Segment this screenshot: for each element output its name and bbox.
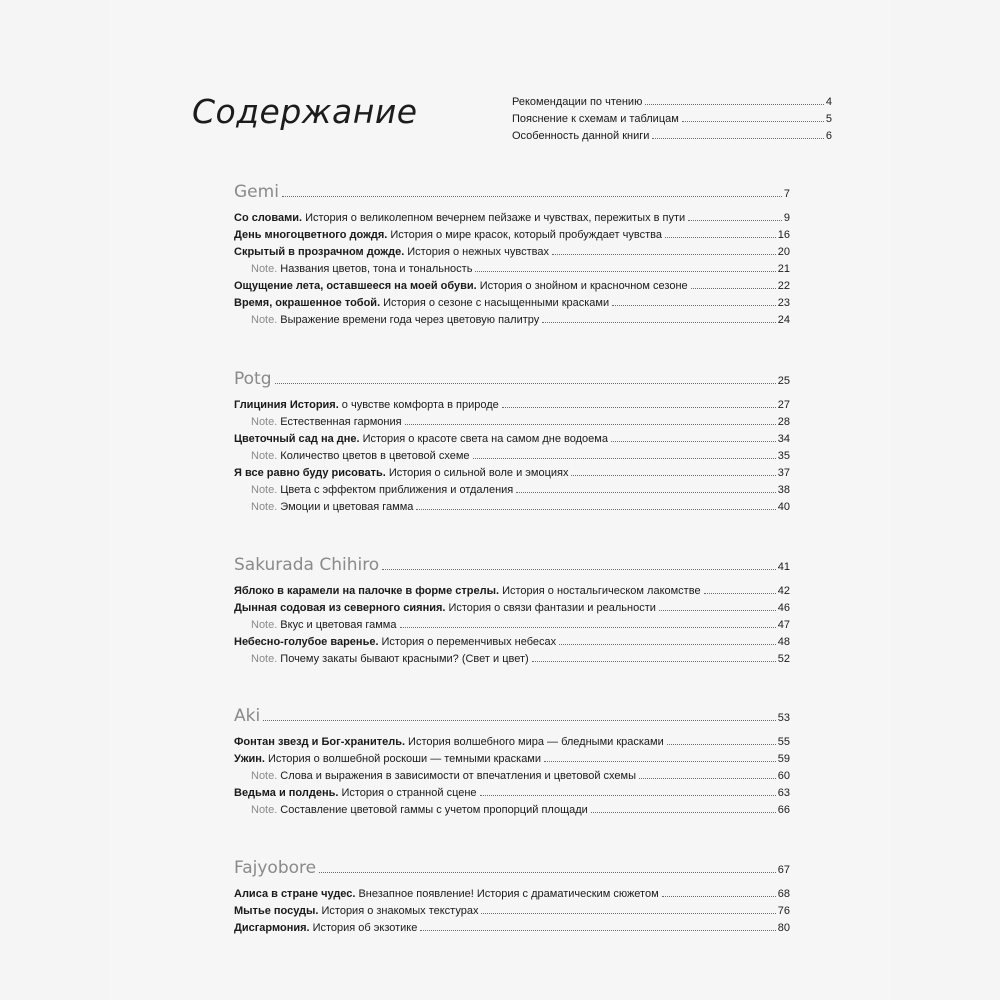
toc-story-entry[interactable] <box>234 295 790 312</box>
toc-note-entry[interactable] <box>234 312 790 329</box>
story-description: История волшебного мира — бледными красками <box>408 736 664 748</box>
story-title: День многоцветного дождя. <box>234 229 388 241</box>
front-matter-label: Особенность данной книги <box>512 130 650 142</box>
dot-leader <box>319 872 776 873</box>
page-number: 16 <box>777 229 790 241</box>
page-number: 59 <box>777 753 790 765</box>
page-number: 37 <box>777 467 790 479</box>
page-number: 80 <box>777 922 790 934</box>
dot-leader <box>532 661 776 662</box>
story-title: Я все равно буду рисовать. <box>234 467 386 479</box>
story-description: История о великолепном вечернем пейзаже и чувствах, пережитых в пути <box>305 212 686 224</box>
story-description: История о сезоне с насыщенными красками <box>383 297 610 309</box>
page-number: 22 <box>777 280 790 292</box>
dot-leader <box>691 288 776 289</box>
toc-section <box>234 367 790 516</box>
toc-story-entry[interactable] <box>234 903 790 920</box>
toc-story-entry[interactable] <box>234 600 790 617</box>
dot-leader <box>652 138 823 139</box>
page-number: 48 <box>777 636 790 648</box>
story-description: История о переменчивых небесах <box>381 636 557 648</box>
story-description: История о странной сцене <box>341 787 477 799</box>
page-number: 76 <box>777 905 790 917</box>
dot-leader <box>542 322 776 323</box>
note-text: Количество цветов в цветовой схеме <box>280 450 470 462</box>
toc-note-entry[interactable] <box>234 414 790 431</box>
dot-leader <box>420 930 775 931</box>
story-description: История о связи фантазии и реальности <box>448 602 656 614</box>
section-author: Fajyobore <box>234 858 317 878</box>
dot-leader <box>559 644 776 645</box>
dot-leader <box>688 220 782 221</box>
story-description: о чувстве комфорта в природе <box>341 399 499 411</box>
toc-story-entry[interactable] <box>234 210 790 227</box>
story-title: Ведьма и полдень. <box>234 787 339 799</box>
note-label: Note. <box>251 484 278 496</box>
dot-leader <box>263 720 776 721</box>
toc-note-entry[interactable] <box>234 499 790 516</box>
note-label: Note. <box>251 770 278 782</box>
toc-section <box>234 553 790 668</box>
toc-story-entry[interactable] <box>234 785 790 802</box>
page-number: 34 <box>777 433 790 445</box>
toc-story-entry[interactable] <box>234 920 790 937</box>
page-number: 9 <box>783 212 790 224</box>
page-number: 67 <box>777 864 790 876</box>
story-title: Мытье посуды. <box>234 905 319 917</box>
dot-leader <box>662 896 776 897</box>
page-number: 40 <box>777 501 790 513</box>
dot-leader <box>659 610 776 611</box>
toc-story-entry[interactable] <box>234 465 790 482</box>
page-number: 21 <box>777 263 790 275</box>
page-number: 4 <box>825 96 832 108</box>
story-title: Скрытый в прозрачном дожде. <box>234 246 405 258</box>
note-text: Естественная гармония <box>280 416 402 428</box>
story-title: Со словами. <box>234 212 303 224</box>
toc-story-entry[interactable] <box>234 431 790 448</box>
front-matter-list <box>512 94 832 145</box>
toc-story-entry[interactable] <box>234 886 790 903</box>
story-description: История о нежных чувствах <box>407 246 549 258</box>
dot-leader <box>645 104 824 105</box>
page-number: 28 <box>777 416 790 428</box>
story-title: Небесно-голубое варенье. <box>234 636 379 648</box>
page-number: 60 <box>777 770 790 782</box>
dot-leader <box>591 812 776 813</box>
page-number: 46 <box>777 602 790 614</box>
note-text: Названия цветов, тона и тональность <box>280 263 473 275</box>
story-title: Ощущение лета, оставшееся на моей обуви. <box>234 280 477 292</box>
page-number: 6 <box>825 130 832 142</box>
dot-leader <box>502 407 776 408</box>
front-matter-label: Пояснение к схемам и таблицам <box>512 113 679 125</box>
page-number: 20 <box>777 246 790 258</box>
toc-note-entry[interactable] <box>234 448 790 465</box>
story-description: История о красоте света на самом дне водоема <box>362 433 608 445</box>
note-text: Цвета с эффектом приближения и отдаления <box>280 484 514 496</box>
dot-leader <box>275 383 776 384</box>
toc-story-entry[interactable] <box>234 634 790 651</box>
note-label: Note. <box>251 501 278 513</box>
story-title: Алиса в стране чудес. <box>234 888 356 900</box>
toc-story-entry[interactable] <box>234 227 790 244</box>
section-author: Potg <box>234 369 272 389</box>
story-description: История о знойном и красночном сезоне <box>479 280 688 292</box>
note-text: Эмоции и цветовая гамма <box>280 501 414 513</box>
page-number: 55 <box>777 736 790 748</box>
page-number: 23 <box>777 297 790 309</box>
dot-leader <box>544 761 776 762</box>
front-matter-item[interactable] <box>512 94 832 111</box>
page-number: 63 <box>777 787 790 799</box>
toc-note-entry[interactable] <box>234 802 790 819</box>
page-number: 24 <box>777 314 790 326</box>
dot-leader <box>382 569 776 570</box>
story-title: Время, окрашенное тобой. <box>234 297 381 309</box>
page-number: 42 <box>777 585 790 597</box>
story-description: История об экзотике <box>312 922 418 934</box>
page-number: 5 <box>825 113 832 125</box>
story-title: Дынная содовая из северного сияния. <box>234 602 446 614</box>
toc-note-entry[interactable] <box>234 261 790 278</box>
dot-leader <box>571 475 775 476</box>
story-description: История о волшебной роскоши — темными красками <box>267 753 542 765</box>
front-matter-label: Рекомендации по чтению <box>512 96 643 108</box>
story-title: Фонтан звезд и Бог-хранитель. <box>234 736 406 748</box>
section-author: Aki <box>234 706 261 726</box>
page-number: 25 <box>777 375 790 387</box>
note-label: Note. <box>251 653 278 665</box>
note-text: Составление цветовой гаммы с учетом пропорций площади <box>280 804 588 816</box>
dot-leader <box>704 593 776 594</box>
dot-leader <box>612 305 776 306</box>
section-heading[interactable] <box>234 553 790 577</box>
dot-leader <box>473 458 776 459</box>
story-description: История о мире красок, который пробуждает чувства <box>390 229 662 241</box>
toc-section <box>234 856 790 937</box>
note-label: Note. <box>251 416 278 428</box>
front-matter-item[interactable] <box>512 111 832 128</box>
story-title: Ужин. <box>234 753 265 765</box>
dot-leader <box>416 509 775 510</box>
page-number: 68 <box>777 888 790 900</box>
note-text: Слова и выражения в зависимости от впечатления и цветовой схемы <box>280 770 637 782</box>
dot-leader <box>665 237 776 238</box>
story-title: Глициния История. <box>234 399 339 411</box>
dot-leader <box>639 778 776 779</box>
note-text: Почему закаты бывают красными? (Свет и цвет) <box>280 653 529 665</box>
story-description: История о ностальгическом лакомстве <box>502 585 701 597</box>
section-author: Gemi <box>234 182 279 202</box>
dot-leader <box>481 913 775 914</box>
toc-note-entry[interactable] <box>234 768 790 785</box>
toc-section <box>234 704 790 819</box>
story-description: История о сильной воле и эмоциях <box>388 467 569 479</box>
note-label: Note. <box>251 263 278 275</box>
dot-leader <box>480 795 776 796</box>
story-title: Цветочный сад на дне. <box>234 433 360 445</box>
dot-leader <box>667 744 776 745</box>
section-heading[interactable] <box>234 856 790 880</box>
toc-section <box>234 180 790 329</box>
toc-note-entry[interactable] <box>234 617 790 634</box>
story-title: Яблоко в карамели на палочке в форме стрелы. <box>234 585 500 597</box>
page-number: 38 <box>777 484 790 496</box>
section-heading[interactable] <box>234 367 790 391</box>
page-number: 7 <box>783 188 790 200</box>
front-matter-item[interactable] <box>512 128 832 145</box>
toc-story-entry[interactable] <box>234 278 790 295</box>
toc-story-entry[interactable] <box>234 751 790 768</box>
note-label: Note. <box>251 804 278 816</box>
dot-leader <box>682 121 824 122</box>
dot-leader <box>475 271 775 272</box>
page-number: 66 <box>777 804 790 816</box>
page-number: 47 <box>777 619 790 631</box>
toc-note-entry[interactable] <box>234 482 790 499</box>
page-number: 52 <box>777 653 790 665</box>
dot-leader <box>282 196 782 197</box>
section-heading[interactable] <box>234 704 790 728</box>
dot-leader <box>405 424 776 425</box>
story-title: Дисгармония. <box>234 922 310 934</box>
toc-story-entry[interactable] <box>234 734 790 751</box>
note-label: Note. <box>251 619 278 631</box>
dot-leader <box>552 254 776 255</box>
section-author: Sakurada Chihiro <box>234 555 380 575</box>
note-label: Note. <box>251 450 278 462</box>
page-number: 27 <box>777 399 790 411</box>
note-text: Вкус и цветовая гамма <box>280 619 397 631</box>
page-number: 41 <box>777 561 790 573</box>
dot-leader <box>611 441 776 442</box>
story-description: Внезапное появление! История с драматическим сюжетом <box>358 888 659 900</box>
page-number: 53 <box>777 712 790 724</box>
dot-leader <box>516 492 775 493</box>
toc-story-entry[interactable] <box>234 583 790 600</box>
story-description: История о знакомых текстурах <box>321 905 479 917</box>
toc-story-entry[interactable] <box>234 397 790 414</box>
note-text: Выражение времени года через цветовую палитру <box>280 314 540 326</box>
page-number: 35 <box>777 450 790 462</box>
toc-story-entry[interactable] <box>234 244 790 261</box>
note-label: Note. <box>251 314 278 326</box>
page-title: Содержание <box>192 92 418 131</box>
dot-leader <box>400 627 776 628</box>
section-heading[interactable] <box>234 180 790 204</box>
toc-note-entry[interactable] <box>234 651 790 668</box>
